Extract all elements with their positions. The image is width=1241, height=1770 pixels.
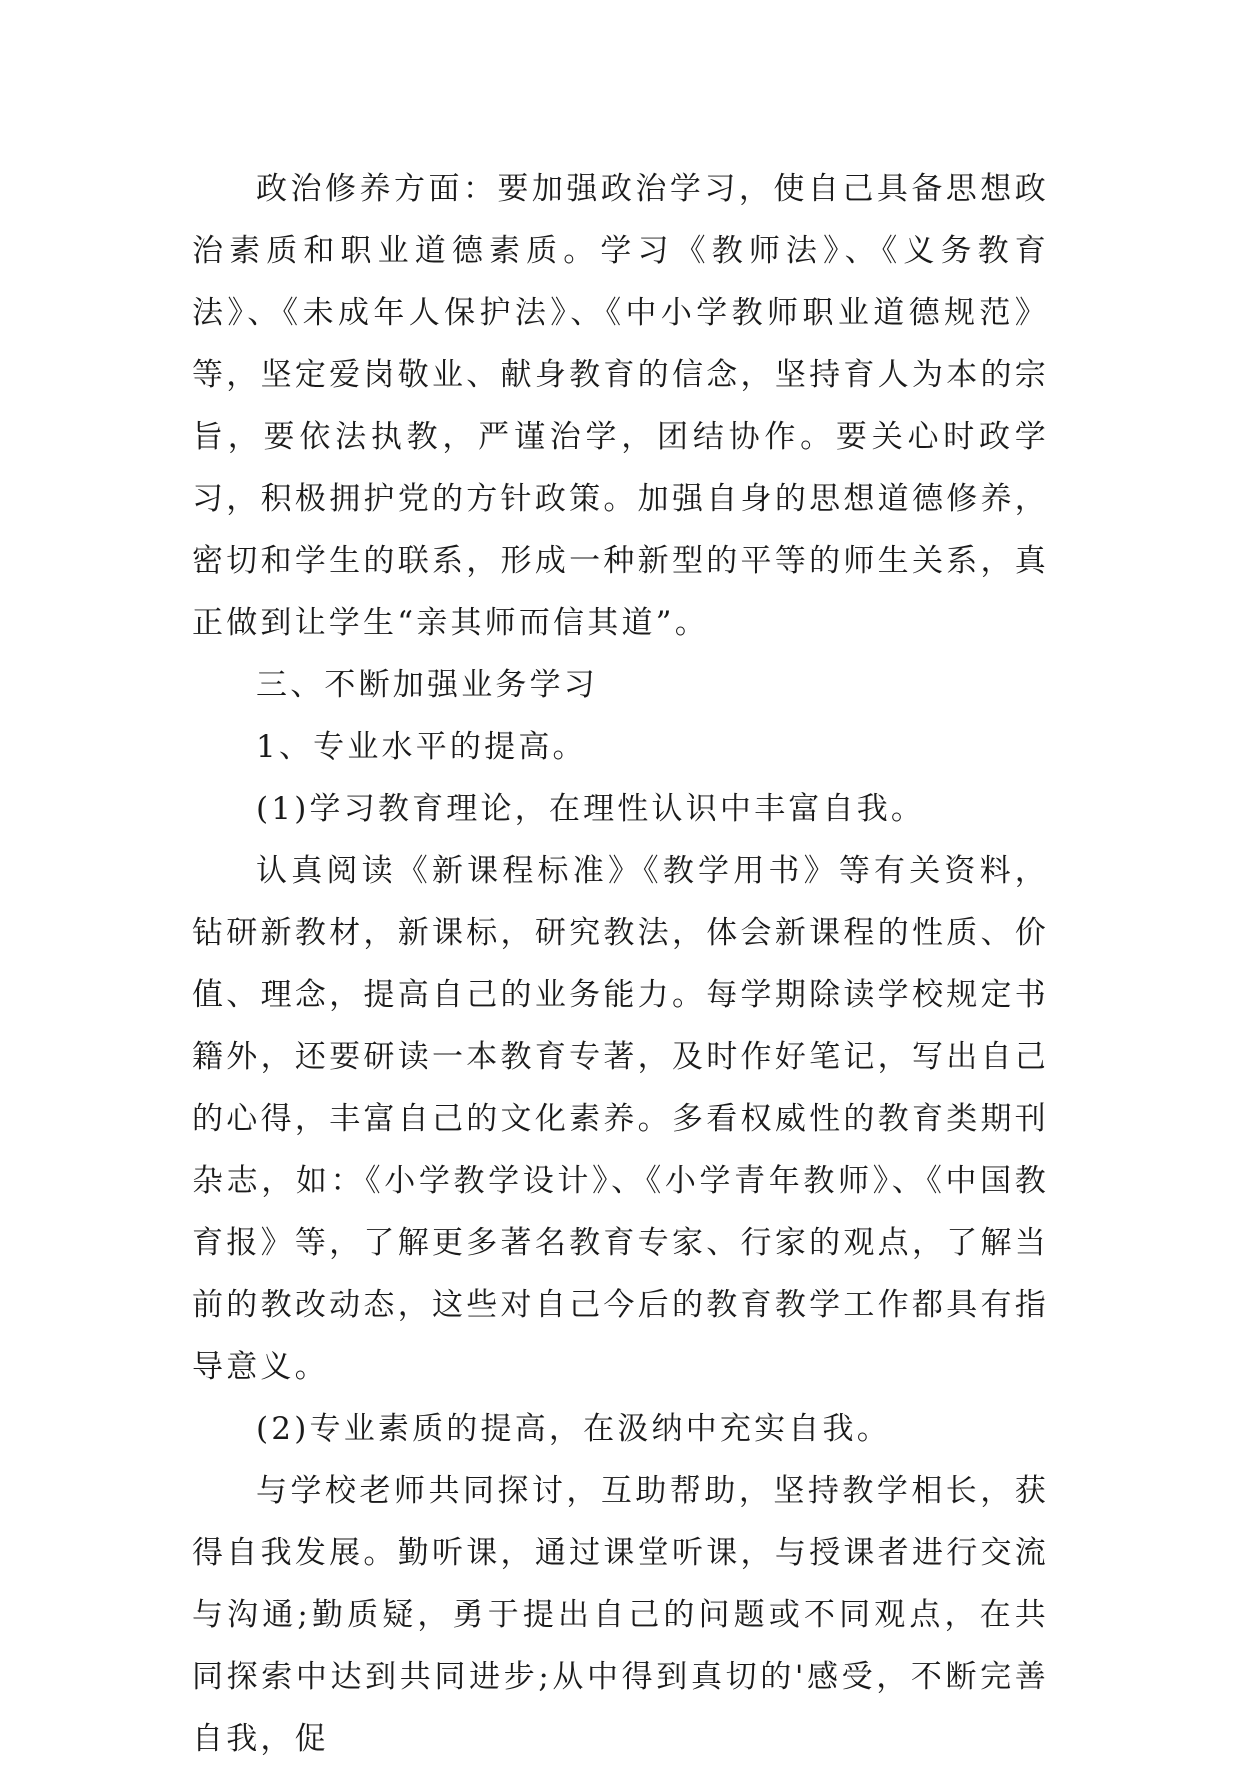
document-body bbox=[192, 158, 1049, 1770]
paragraph-collaboration: 与学校老师共同探讨，互助帮助，坚持教学相长，获得自我发展。勤听课，通过课堂听课，与授课者进行交流与沟通;勤质疑，勇于提出自己的问题或不同观点，在共同探索中达到共同进步;从中得到真切的'感受，不断完善自我，促 bbox=[192, 1473, 1049, 1757]
subheading-professional-quality: (2)专业素质的提高，在汲纳中充实自我。 bbox=[256, 1411, 891, 1447]
paragraph-political-cultivation: 政治修养方面：要加强政治学习，使自己具备思想政治素质和职业道德素质。学习《教师法》、《义务教育法》、《未成年人保护法》、《中小学教师职业道德规范》等，坚定爱岗敬业、献身教育的信念，坚持育人为本的宗旨，要依法执教，严谨治学，团结协作。要关心时政学习，积极拥护党的方针政策。加强自身的思想道德修养，密切和学生的联系，形成一种新型的平等的师生关系，真正做到让学生“亲其师而信其道”。 bbox=[192, 171, 1049, 641]
paragraph-reading-materials: 认真阅读《新课程标准》《教学用书》等有关资料，钻研新教材，新课标，研究教法，体会新课程的性质、价值、理念，提高自己的业务能力。每学期除读学校规定书籍外，还要研读一本教育专著，及时作好笔记，写出自己的心得，丰富自己的文化素养。多看权威性的教育类期刊杂志，如：《小学教学设计》、《小学青年教师》、《中国教育报》等，了解更多著名教育专家、行家的观点，了解当前的教改动态，这些对自己今后的教育教学工作都具有指导意义。 bbox=[192, 853, 1049, 1385]
subheading-education-theory: (1)学习教育理论，在理性认识中丰富自我。 bbox=[256, 791, 926, 827]
subheading-professional-level: 1、专业水平的提高。 bbox=[256, 729, 587, 765]
section-heading-business-study: 三、不断加强业务学习 bbox=[256, 667, 598, 703]
